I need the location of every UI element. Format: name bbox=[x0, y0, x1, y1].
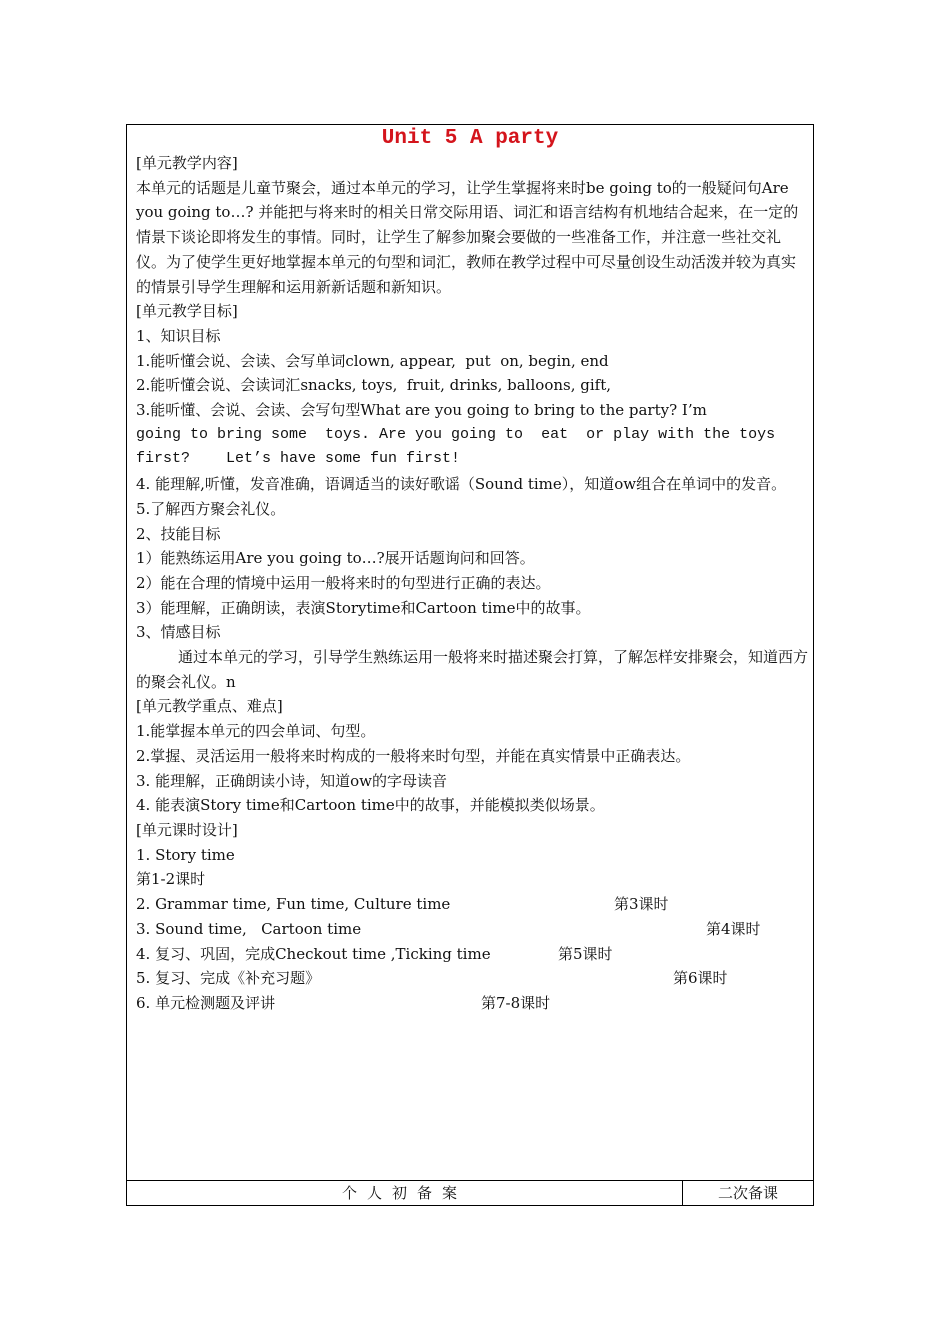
skill-item: 1）能熟练运用Are you going to…?展开话题询问和回答。 bbox=[136, 549, 535, 568]
schedule-item: 5. 复习、完成《补充习题》 bbox=[136, 969, 321, 988]
plan-content bbox=[136, 151, 808, 1016]
schedule-row bbox=[136, 917, 808, 942]
knowledge-heading: 1、知识目标 bbox=[136, 326, 221, 345]
schedule-period: 第6课时 bbox=[673, 969, 728, 988]
keypoint-item: 3. 能理解，正确朗读小诗，知道ow的字母读音 bbox=[136, 771, 447, 790]
table-footer bbox=[127, 1180, 813, 1205]
second-draft-label: 二次备课 bbox=[717, 1184, 778, 1202]
knowledge-item: going to bring some toys. Are you going to eat or play with the toys bbox=[136, 425, 776, 443]
skill-heading: 2、技能目标 bbox=[136, 524, 221, 543]
knowledge-item: 4. 能理解,听懂，发音准确，语调适当的读好歌谣（Sound time），知道ow组合在单词中的发音。 bbox=[136, 475, 787, 494]
keypoint-item: 4. 能表演Story time和Cartoon time中的故事，并能模拟类似场景。 bbox=[136, 796, 605, 815]
schedule-item: 4. 复习、巩固，完成Checkout time ,Ticking time bbox=[136, 944, 491, 963]
schedule-item: 2. Grammar time, Fun time, Culture time bbox=[136, 895, 451, 914]
schedule-period: 第7-8课时 bbox=[481, 993, 551, 1012]
skill-item: 3）能理解，正确朗读，表演Storytime和Cartoon time中的故事。 bbox=[136, 598, 591, 617]
lesson-plan-table bbox=[126, 124, 814, 1206]
personal-draft-label: 个人初备案 bbox=[127, 1181, 683, 1205]
knowledge-item: 2.能听懂会说、会读词汇snacks, toys, fruit, drinks, balloons, gift, bbox=[136, 376, 612, 395]
schedule-period: 第5课时 bbox=[558, 944, 613, 963]
content-text: 本单元的话题是儿童节聚会，通过本单元的学习，让学生掌握将来时be going to的一般疑问句Are you going to…? 并能把与将来时的相关日常交际用语、词汇和语言结构有机地结合起来，在一定的情景下谈论即将发生的事情。同时，让学生了解参加聚会要做的一些准备工作，并注意一些社交礼仪。为了使学生更好地掌握本单元的句型和词汇，教师在教学过程中可尽量创设生动活泼并较为真实的情景引导学生理解和运用新新话题和新知识。 bbox=[136, 178, 799, 296]
emotion-heading: 3、情感目标 bbox=[136, 623, 221, 642]
schedule-item: 1. Story time bbox=[136, 845, 235, 864]
content-heading: [单元教学内容] bbox=[136, 154, 238, 172]
schedule-row bbox=[136, 966, 808, 991]
schedule-row bbox=[136, 892, 808, 917]
schedule-heading: [单元课时设计] bbox=[136, 820, 238, 839]
knowledge-item: 1.能听懂会说、会读、会写单词clown, appear, put on, begin, end bbox=[136, 351, 609, 370]
emotion-text: 通过本单元的学习，引导学生熟练运用一般将来时描述聚会打算，了解怎样安排聚会，知道西方的聚会礼仪。n bbox=[136, 648, 809, 691]
skill-item: 2）能在合理的情境中运用一般将来时的句型进行正确的表达。 bbox=[136, 573, 551, 592]
schedule-period: 第1-2课时 bbox=[136, 870, 206, 889]
knowledge-item: 5.了解西方聚会礼仪。 bbox=[136, 499, 286, 518]
keypoint-item: 1.能掌握本单元的四会单词、句型。 bbox=[136, 722, 376, 741]
schedule-row bbox=[136, 991, 808, 1016]
knowledge-item: first? Let’s have some fun first! bbox=[136, 450, 461, 468]
schedule-item: 6. 单元检测题及评讲 bbox=[136, 993, 276, 1012]
schedule-period: 第4课时 bbox=[706, 919, 761, 938]
schedule-item: 3. Sound time, Cartoon time bbox=[136, 919, 362, 938]
goals-heading: [单元教学目标] bbox=[136, 302, 238, 321]
schedule-period: 第3课时 bbox=[614, 895, 669, 914]
unit-title: Unit 5 A party bbox=[381, 127, 559, 150]
keypoint-item: 2.掌握、灵活运用一般将来时构成的一般将来时句型，并能在真实情景中正确表达。 bbox=[136, 746, 691, 765]
schedule-row bbox=[136, 942, 808, 967]
keypoints-heading: [单元教学重点、难点] bbox=[136, 697, 283, 716]
knowledge-item: 3.能听懂、会说、会读、会写句型What are you going to bring to the party? I’m bbox=[136, 401, 707, 420]
